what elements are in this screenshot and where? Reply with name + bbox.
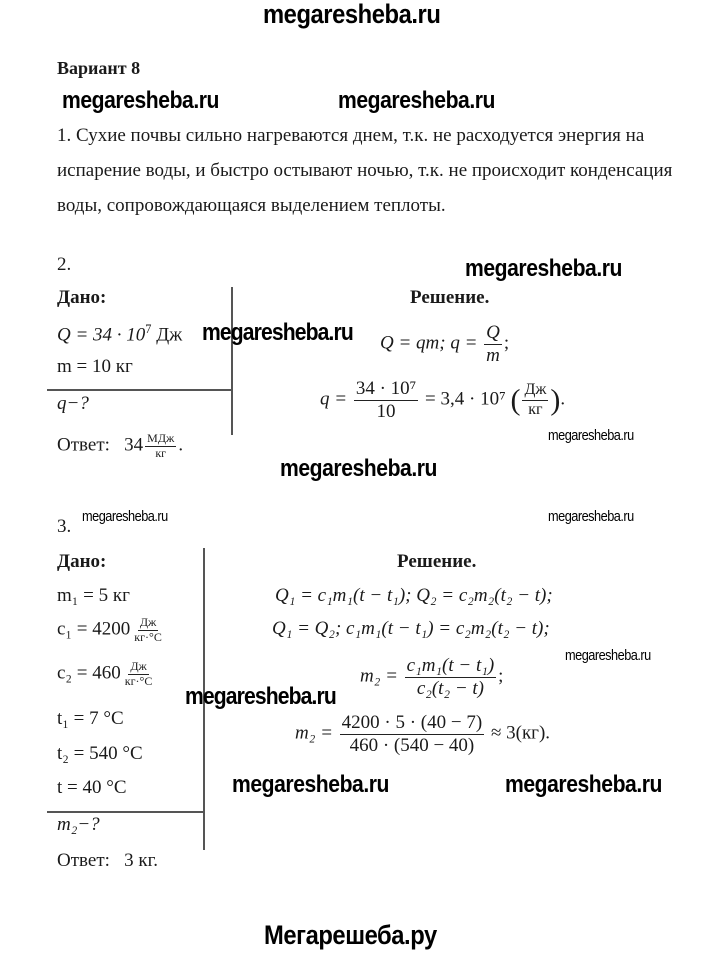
task2-given-label: Дано: — [57, 287, 107, 308]
watermark: megaresheba.ru — [82, 508, 168, 525]
watermark: megaresheba.ru — [185, 683, 336, 710]
watermark: megaresheba.ru — [338, 87, 496, 114]
numerator: Q — [486, 322, 500, 343]
q-value: Q = 34 · 10 — [57, 324, 146, 346]
denominator: кг — [528, 400, 543, 418]
numerator: 4200 · 5 · (40 − 7) — [341, 712, 483, 733]
variant-title: Вариант 8 — [57, 58, 141, 78]
task2-formula-2: q = $\frac{\text{34 · 10⁷}}{10}$ = 3,4 · 10⁷ ( $\frac{Дж}{кг}$ ). — [320, 378, 566, 422]
watermark: megaresheba.ru — [62, 87, 220, 114]
task2-horizontal-divider — [47, 389, 232, 391]
formula-text: m₂ = — [295, 722, 338, 744]
task2-formula-1: Q = qm; q = $\frac{Q}{m}$ ; — [380, 322, 510, 366]
task3-given-m1: m₁ = 5 кг — [57, 585, 130, 606]
task2-given-Q — [57, 322, 182, 346]
watermark: megaresheba.ru — [232, 771, 390, 798]
unit-fraction — [132, 616, 164, 645]
unit: Дж — [151, 324, 183, 346]
answer-unit — [145, 432, 176, 461]
numerator: Дж — [130, 659, 147, 673]
formula-text: q = — [320, 388, 352, 410]
answer-label: Ответ: — [57, 434, 110, 456]
task2-answer: Ответ: 34 $\frac{\text{МДж}}{кг}$ . — [57, 431, 184, 460]
task2-given-m: m = 10 кг — [57, 356, 133, 377]
answer-value: 3 кг. — [124, 850, 159, 871]
exponent: 7 — [145, 322, 152, 336]
task3-horizontal-divider — [47, 811, 204, 813]
task3-solution-label: Решение. — [397, 551, 477, 572]
fraction — [340, 712, 485, 757]
task1-text: 1. Сухие почвы сильно нагреваются днем, т.к. не расходуется энергия на испарение воды, и быстро остывают ночью, т.к. не происходит конденсация воды, сопровождающаяся выделением теплоты. — [57, 125, 673, 216]
formula-text: = 3,4 · 10⁷ — [420, 388, 511, 410]
unit-fraction — [522, 381, 548, 419]
numerator: Дж — [139, 615, 157, 629]
task2-find: q−? — [57, 393, 89, 414]
task3-formula-3 — [360, 655, 503, 700]
task3-given-t: t = 40 °C — [57, 777, 127, 798]
formula-text: ≈ 3(кг). — [486, 722, 551, 744]
denominator: кг·°C — [134, 629, 162, 644]
unit-fraction — [123, 660, 155, 689]
answer-value: 34 — [124, 434, 144, 456]
task2-vertical-divider — [231, 287, 233, 435]
denominator: кг — [155, 445, 167, 460]
task3-formula-1: Q₁ = c₁m₁(t − t₁); Q₂ = c₂m₂(t₂ − t); — [275, 585, 553, 606]
watermark: megaresheba.ru — [565, 647, 651, 664]
numerator: МДж — [147, 431, 175, 445]
fraction — [354, 378, 418, 423]
task3-given-c2 — [57, 660, 156, 689]
task3-given-c1 — [57, 616, 166, 645]
task3-find: m₂−? — [57, 814, 100, 835]
denominator: 10 — [376, 400, 396, 422]
c2-value: c₂ = 460 — [57, 662, 121, 684]
formula-text: Q = qm; q = — [380, 332, 483, 354]
denominator: c₂(t₂ − t) — [416, 677, 484, 699]
watermark: megaresheba.ru — [548, 427, 634, 444]
answer-label: Ответ: — [57, 850, 110, 871]
denominator: m — [486, 344, 500, 366]
task3-given-t1: t₁ = 7 °C — [57, 708, 124, 729]
denominator: кг·°C — [124, 673, 153, 688]
fraction — [484, 322, 502, 367]
watermark: megaresheba.ru — [548, 508, 634, 525]
task2-solution-label: Решение. — [410, 287, 490, 308]
watermark: megaresheba.ru — [202, 319, 353, 346]
header-watermark: megaresheba.ru — [263, 0, 441, 29]
task3-answer — [57, 850, 158, 872]
fraction — [405, 655, 497, 700]
task3-given-label: Дано: — [57, 551, 107, 572]
task3-formula-4 — [295, 712, 550, 757]
numerator: 34 · 10⁷ — [355, 378, 417, 399]
task2-number: 2. — [57, 254, 72, 275]
task3-formula-2: Q₁ = Q₂; c₁m₁(t − t₁) = c₂m₂(t₂ − t); — [272, 618, 550, 639]
formula-text: m₂ = — [360, 665, 403, 687]
numerator: c₁m₁(t − t₁) — [406, 655, 495, 676]
watermark: megaresheba.ru — [280, 455, 438, 482]
formula-text: ; — [498, 665, 504, 687]
task3-given-t2: t₂ = 540 °C — [57, 743, 143, 764]
numerator: Дж — [522, 381, 548, 400]
watermark: megaresheba.ru — [465, 255, 623, 282]
task3-number: 3. — [57, 516, 72, 537]
c1-value: c₁ = 4200 — [57, 618, 131, 640]
denominator: 460 · (540 − 40) — [349, 734, 475, 756]
watermark: megaresheba.ru — [505, 771, 663, 798]
footer-watermark: Мегарешеба.ру — [264, 920, 437, 950]
